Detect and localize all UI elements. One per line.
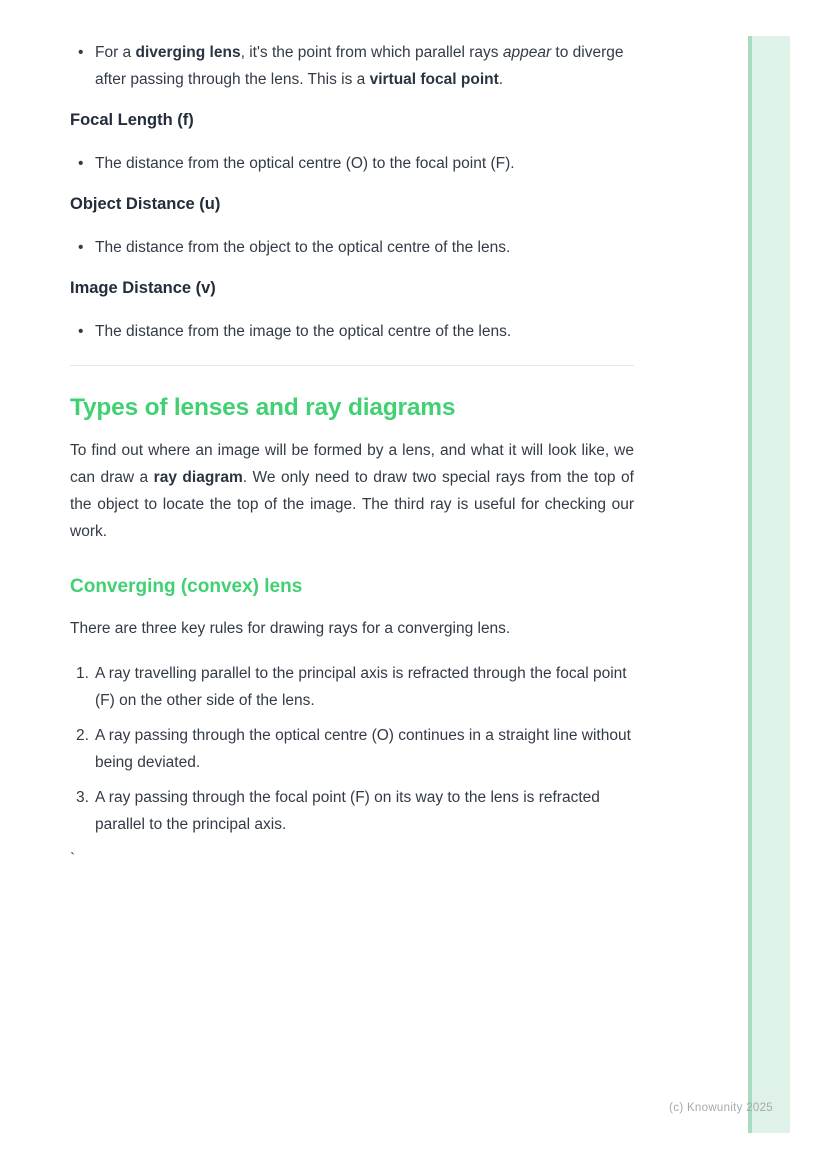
list-item-text: The distance from the image to the optical centre of the lens. xyxy=(95,323,512,340)
list-number: 2. xyxy=(76,727,89,744)
text-segment: to diverge after passing through the lens. This is a xyxy=(95,44,624,88)
list-item-text: A ray passing through the focal point (F) on its way to the lens is refracted parallel to the principal axis. xyxy=(95,789,600,833)
list-item-diverging-lens xyxy=(70,39,634,93)
list-item-text xyxy=(95,44,624,88)
list-number: 3. xyxy=(76,789,89,806)
bold-text-diverging-lens: diverging lens xyxy=(135,44,241,61)
stray-backtick-character: ` xyxy=(70,851,76,868)
text-segment: . We only need to draw two special rays from the top of the object to locate the top of the image. The third ray is useful for checking our work. xyxy=(70,469,634,540)
numbered-rules-list xyxy=(70,660,634,838)
subsection-title: Converging (convex) lens xyxy=(70,576,303,597)
numbered-list-item-2 xyxy=(70,722,634,776)
list-item-focal-length xyxy=(70,150,634,177)
list-item-image-distance xyxy=(70,318,634,345)
list-item-text: A ray travelling parallel to the principal axis is refracted through the focal point (F) on the other side of the lens. xyxy=(95,665,627,709)
list-item-text: The distance from the optical centre (O) to the focal point (F). xyxy=(95,155,515,172)
document-content xyxy=(70,0,634,873)
section-title: Types of lenses and ray diagrams xyxy=(70,394,456,421)
definition-heading-image-distance: Image Distance (v) xyxy=(70,279,216,297)
text-segment: , it's the point from which parallel rays xyxy=(240,44,503,61)
text-segment: To find out where an image will be formed by a lens, and what it will look like, we can draw a xyxy=(70,442,634,486)
copyright-footer: (c) Knowunity 2025 xyxy=(669,1102,773,1114)
section-divider xyxy=(70,365,634,366)
bullet-marker: • xyxy=(78,323,84,340)
text-segment: For a xyxy=(95,44,136,61)
list-item-object-distance xyxy=(70,234,634,261)
bold-text-virtual-focal-point: virtual focal point xyxy=(369,71,499,88)
page-edge-decoration xyxy=(748,36,790,1133)
section-intro-paragraph xyxy=(70,437,634,545)
list-number: 1. xyxy=(76,665,89,682)
bullet-marker: • xyxy=(78,239,84,256)
definition-heading-focal-length: Focal Length (f) xyxy=(70,111,194,129)
bullet-marker: • xyxy=(78,155,84,172)
list-item-text: The distance from the object to the optical centre of the lens. xyxy=(95,239,511,256)
bold-text-ray-diagram: ray diagram xyxy=(153,469,243,486)
list-item-text: A ray passing through the optical centre (O) continues in a straight line without being deviated. xyxy=(95,727,631,771)
subsection-lead-paragraph: There are three key rules for drawing rays for a converging lens. xyxy=(70,620,511,637)
definition-heading-object-distance: Object Distance (u) xyxy=(70,195,221,213)
text-segment: . xyxy=(498,71,504,88)
numbered-list-item-3 xyxy=(70,784,634,838)
bullet-marker: • xyxy=(78,44,84,61)
italic-text-appear: appear xyxy=(502,44,552,61)
numbered-list-item-1 xyxy=(70,660,634,714)
